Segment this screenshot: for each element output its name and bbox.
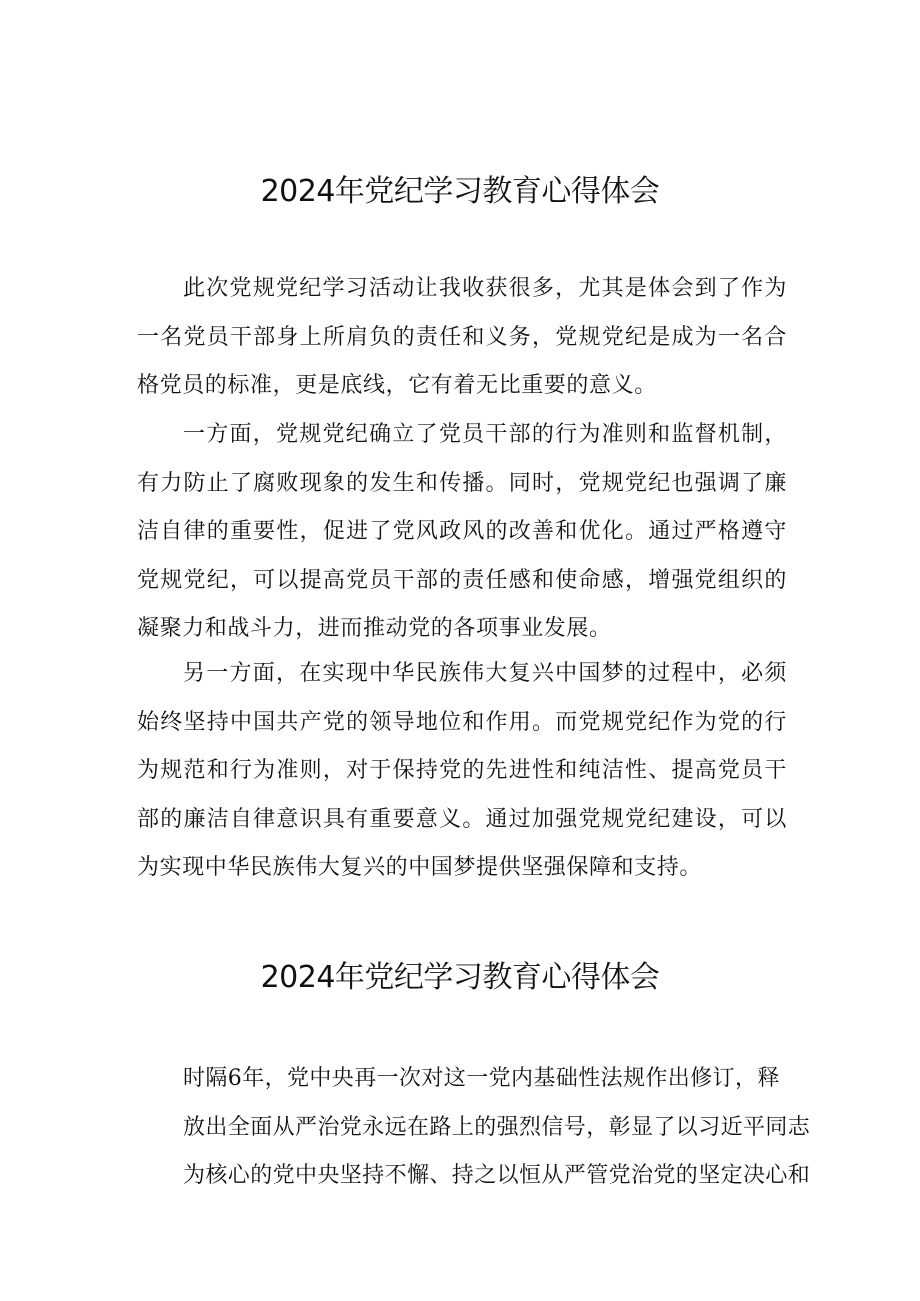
paragraph: 另一方面，在实现中华民族伟大复兴中国梦的过程中，必须始终坚持中国共产党的领导地位和作用。而党规党纪作为党的行为规范和行为准则，对于保持党的先进性和纯洁性、提高党员干部的廉洁自律意识具有重要意义。通过加强党规党纪建设，可以为实现中华民族伟大复兴的中国梦提供坚强保障和支持。 bbox=[137, 661, 787, 880]
paragraph-line: 放出全面从严治党永远在路上的强烈信号，彰显了以习近平同志 bbox=[183, 1114, 811, 1140]
paragraph: 此次党规党纪学习活动让我收获很多，尤其是体会到了作为一名党员干部身上所肩负的责任和义务，党规党纪是成为一名合格党员的标准，更是底线，它有着无比重要的意义。 bbox=[137, 276, 787, 398]
paragraph: 一方面，党规党纪确立了党员干部的行为准则和监督机制，有力防止了腐败现象的发生和传播。同时，党规党纪也强调了廉洁自律的重要性，促进了党风政风的改善和优化。通过严格遵守党规党纪，可以提高党员干部的责任感和使命感，增强党组织的凝聚力和战斗力，进而推动党的各项事业发展。 bbox=[137, 422, 787, 641]
page-title: 2024年党纪学习教育心得体会 bbox=[260, 174, 660, 209]
paragraph-line: 时隔6年，党中央再一次对这一党内基础性法规作出修订，释 bbox=[183, 1066, 780, 1091]
section-title: 2024年党纪学习教育心得体会 bbox=[260, 960, 660, 995]
paragraph bbox=[137, 1055, 811, 1201]
paragraph-line: 为核心的党中央坚持不懈、持之以恒从严管党治党的坚定决心和 bbox=[183, 1163, 811, 1188]
